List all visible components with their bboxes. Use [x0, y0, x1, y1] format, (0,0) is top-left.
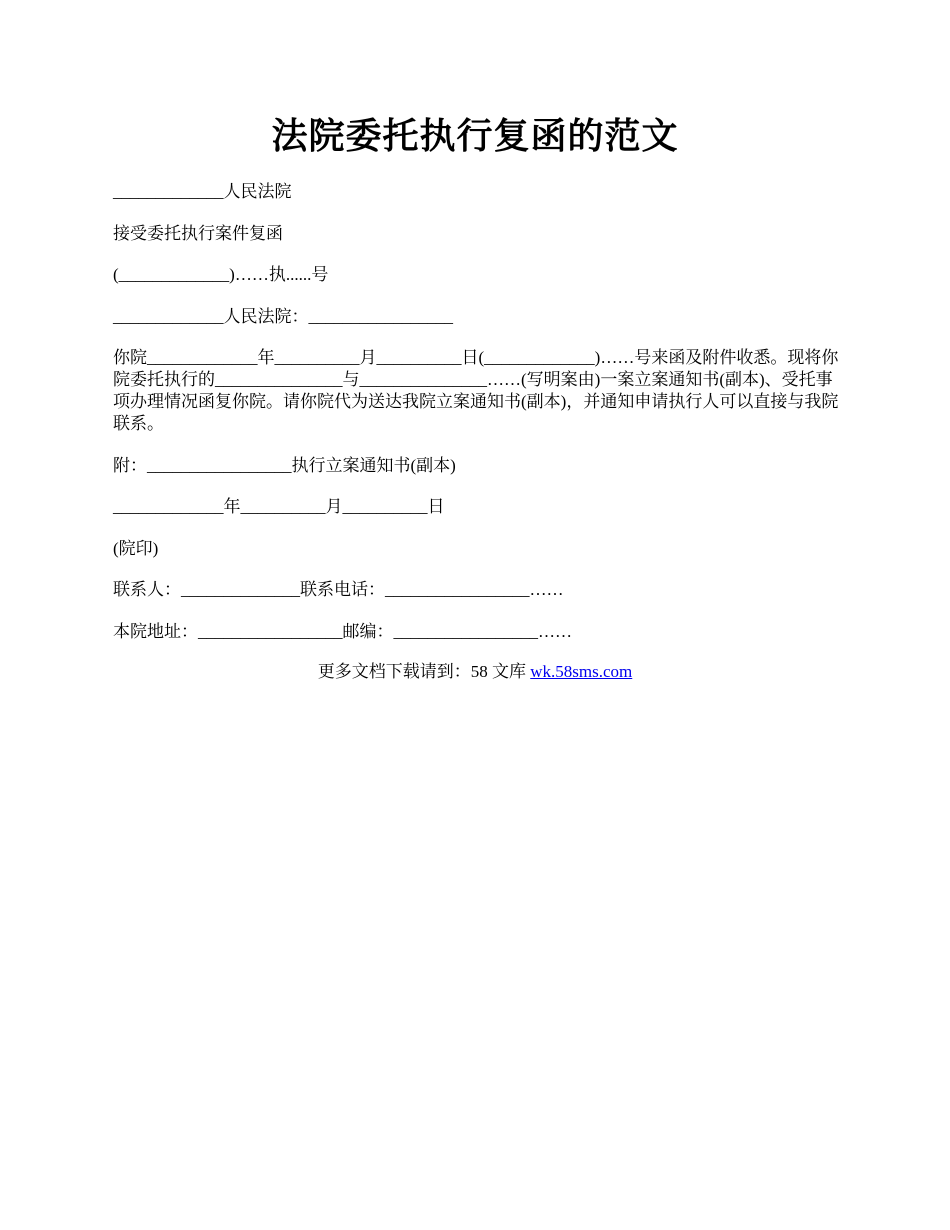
date-line: _____________年__________月__________日	[113, 497, 445, 516]
contact-line: 联系人：______________联系电话：_________________……	[113, 580, 564, 599]
footer-link[interactable]: wk.58sms.com	[530, 662, 633, 681]
case-number-line: (_____________)……执......号	[113, 265, 329, 284]
letter-subtitle: 接受委托执行案件复函	[113, 224, 283, 243]
address-line: 本院地址：_________________邮编：_________________……	[113, 622, 572, 641]
footer-text: 更多文档下载请到：58 文库	[317, 662, 531, 681]
body-paragraph: 你院_____________年__________月__________日(_____________)……号来函及附件收悉。现将你院委托执行的_______________与_______________……(写明案由)一案立案通知书(副本)、受托事项办理情况函复你院。请你院代为送达我院立案通知书(副本)，并通知申请执行人可以直接与我院联系。	[113, 348, 839, 433]
seal-line: (院印)	[113, 539, 159, 558]
document-title: 法院委托执行复函的范文	[271, 116, 679, 156]
court-name-line: _____________人民法院	[113, 182, 292, 201]
attachment-line: 附：_________________执行立案通知书(副本)	[113, 456, 456, 475]
addressee-line: _____________人民法院：_________________	[113, 307, 453, 326]
footer	[0, 661, 950, 683]
